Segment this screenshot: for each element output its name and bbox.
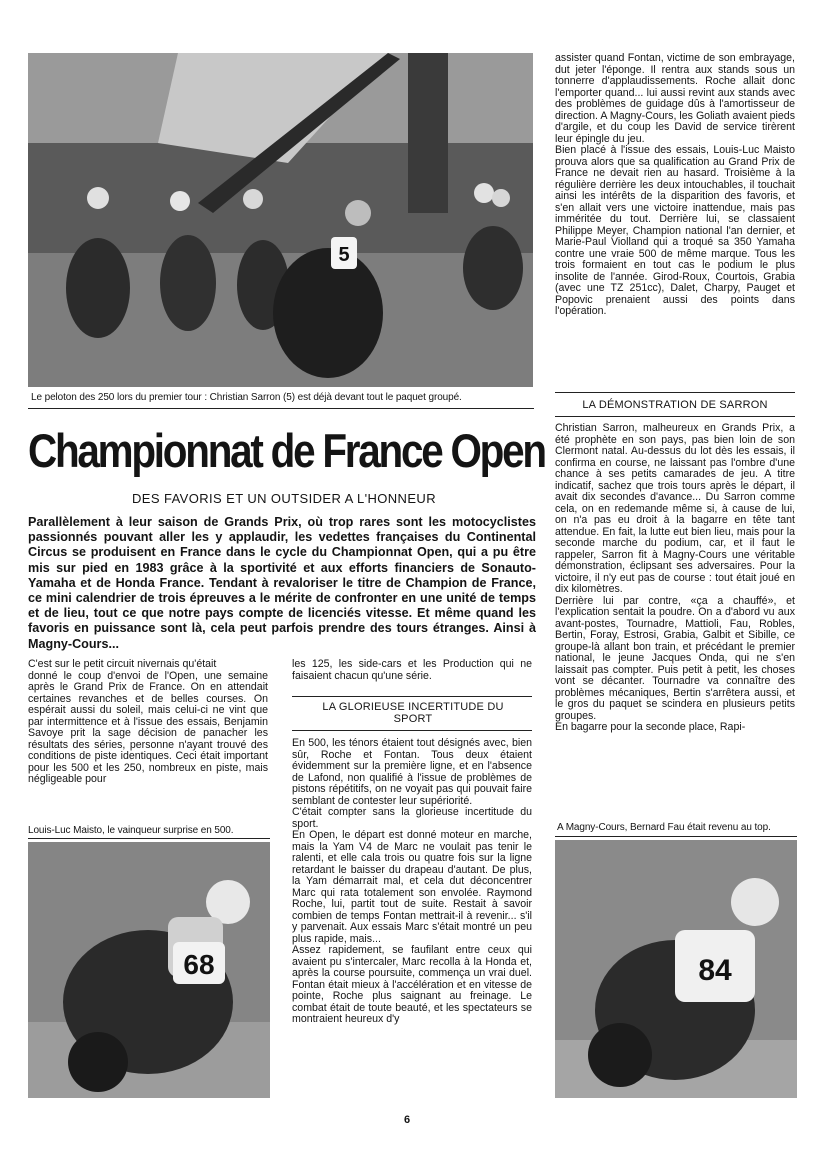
col3-heading-rule-top xyxy=(555,392,795,393)
bike-number-68-label: 68 xyxy=(183,949,215,980)
section-heading-demonstration: LA DÉMONSTRATION DE SARRON xyxy=(582,399,768,411)
bike-number-label: 5 xyxy=(338,244,350,266)
article-lead: Parallèlement à leur saison de Grands Prix, où trop rares sont les motocyclistes passionnés pouvant aller les y applaudir, les vedettes françaises du Continental Circus se produisent en France dans le cycle du Championnat Open, qui a pu être mis sur pied en 1983 grâce à la sportivité et aux efforts financiers de Sonauto-Yamaha et de Honda France. Tendant à revaloriser le titre de Champion de France, ce mini calendrier de trois épreuves a le mérite de confronter en une unité de temps et de lieu, tout ce que notre pays compte de licenciés vitesse. Et même quand les favoris en puissance sont là, cela peut parfois prendre des tours étranges. Ainsi à Magny-Cours... xyxy=(28,515,536,651)
top-race-photo xyxy=(28,53,533,387)
right-rider-photo xyxy=(555,840,797,1098)
article-kicker: DES FAVORIS ET UN OUTSIDER A L'HONNEUR xyxy=(132,491,436,506)
caption-rule xyxy=(28,408,534,409)
heading-rule-bottom xyxy=(292,730,532,731)
section-heading-incertitude: LA GLORIEUSE INCERTITUDE DU SPORT xyxy=(322,701,504,725)
bike-number-84-label: 84 xyxy=(698,954,732,987)
article-title: Championnat de France Open xyxy=(28,424,545,477)
left-photo-caption: Louis-Luc Maisto, le vainqueur surprise en 500. xyxy=(28,825,234,836)
column-3-top-text: assister quand Fontan, victime de son embrayage, dut jeter l'éponge. Il rentra aux stands sous un tonnerre d'applaudissements. Roche allait donc l'emporter quand... lui aussi revint aux stands avec des problèmes de guidage dûs à l'amortisseur de direction. A Magny-Cours, les Goliath avaient pieds d'argile, et du coup les David de service tirèrent leur épingle du jeu. Bien placé à l'issue des essais, Louis-Luc Maisto prouva alors que sa qualification au Grand Prix de France ne devait rien au hasard. Troisième à la régulière derrière les deux intouchables, il touchait ainsi les intérêts de la disparition des favoris, et s'en allait vers une victoire inattendue, mais pas imméritée du tout. Derrière lui, se classaient Philippe Meyer, Champion national l'an dernier, et Marie-Paul Violland qui a troqué sa 350 Yamaha contre une vraie 500 de même marque. Tous les trois formaient en tout cas le podium le plus insolite de l'année. Girod-Roux, Courtois, Grabia (avec une TZ 251cc), Dalet, Charpy, Pauget et Popovic prenaient aussi des points dans l'opération. xyxy=(555,53,795,317)
column-2-top-text: les 125, les side-cars et les Production qui ne faisaient chacun qu'une série. xyxy=(292,659,532,682)
column-3-body-text: Christian Sarron, malheureux en Grands Prix, a été prophète en son pays, pas bien loin de son Clermont natal. Au-dessus du lot dès les essais, il confirma en course, ne laissant pas l'ombre d'une chance à ses petits camarades de jeu. A titre indicatif, sachez que trois tours après le départ, il avait dix secondes d'avance... Du Sarron comme cela, on en redemande même si, à cause de lui, on n'a pas eu droit à la bagarre en tête tant attendue. En fait, la lutte eut bien lieu, mais pour la seconde marche du podium, car, et il faut le rappeler, Sarron fit à Magny-Cours une véritable démonstration, éclipsant ses adversaires. Pour la victoire, il n'y eut pas de course : tout était joué en dix kilomètres. Derrière lui par contre, «ça a chauffé», et l'explication sentait la poudre. On a d'abord vu aux avant-postes, Tournadre, Mattioli, Fau, Robles, Bertin, Foray, Estrosi, Grabia, Galbit et Sibille, ce groupe-là allant bon train, et précédant le premier national, le jeune Jacques Onda, qui ne s'en laissait pas compter. Puis petit à petit, les choses vont se décanter. Tournadre va connaître des problèmes mécaniques, Bertin s'arrêtera aussi, et le gros du paquet se scindera en plusieurs petits groupes. En bagarre pour la seconde place, Rapi- xyxy=(555,423,795,733)
top-photo-caption: Le peloton des 250 lors du premier tour : Christian Sarron (5) est déjà devant tout le paquet groupé. xyxy=(31,392,462,403)
right-caption-rule xyxy=(555,836,797,837)
right-photo-caption: A Magny-Cours, Bernard Fau était revenu au top. xyxy=(557,822,771,833)
heading-rule-top xyxy=(292,696,532,697)
left-rider-photo xyxy=(28,842,270,1098)
rider-84-illustration xyxy=(555,840,797,1098)
race-scene-illustration xyxy=(28,53,533,387)
left-caption-rule xyxy=(28,838,270,839)
column-2-body-text: En 500, les ténors étaient tout désignés avec, bien sûr, Roche et Fontan. Tous deux étaient évidemment sur la première ligne, et en l'absence de Lafond, non qualifié à l'issue de problèmes de pistons répétitifs, on ne voyait pas qui pouvait faire semblant de contester leur supériorité. C'était compter sans la glorieuse incertitude du sport. En Open, le départ est donné moteur en marche, mais la Yam V4 de Marc ne voulait pas tenir le ralenti, et elle cala trois ou quatre fois sur la ligne retardant le baisser du drapeau d'autant. De plus, la Yam démarrait mal, et cela dut déconcentrer Marc qui rata totalement son envolée. Raymond Roche, lui, partit tout de suite. Restait à savoir combien de temps Fontan mettrait-il à revenir... s'il y parvenait. Aux essais Marc s'était montré un peu plus rapide, mais... Assez rapidement, se faufilant entre ceux qui avaient pu s'intercaler, Marc recolla à la Honda et, après la course poursuite, commença un vrai duel. Fontan était mieux à l'accélération et en vitesse de pointe, Roche plus saignant au freinage. Le combat était de toute beauté, et les spectateurs se montraient heureux d'y xyxy=(292,738,532,1025)
rider-68-illustration xyxy=(28,842,270,1098)
page-number: 6 xyxy=(404,1114,411,1126)
col3-heading-rule-bottom xyxy=(555,416,795,417)
column-1-text: C'est sur le petit circuit nivernais qu'était donné le coup d'envoi de l'Open, une semaine après le Grand Prix de France. On en attendait certaines revanches et de belles courses. On espérait aussi du soleil, mais celui-ci ne vint que par intermittence et à l'issue des essais, Benjamin Savoye prit la sage décision de panacher les résultats des séries, personne n'ayant trouvé des conditions de piste identiques. Ceci était important pour les 500 et les 250, nombreux en piste, mais négligeable pour xyxy=(28,659,268,785)
